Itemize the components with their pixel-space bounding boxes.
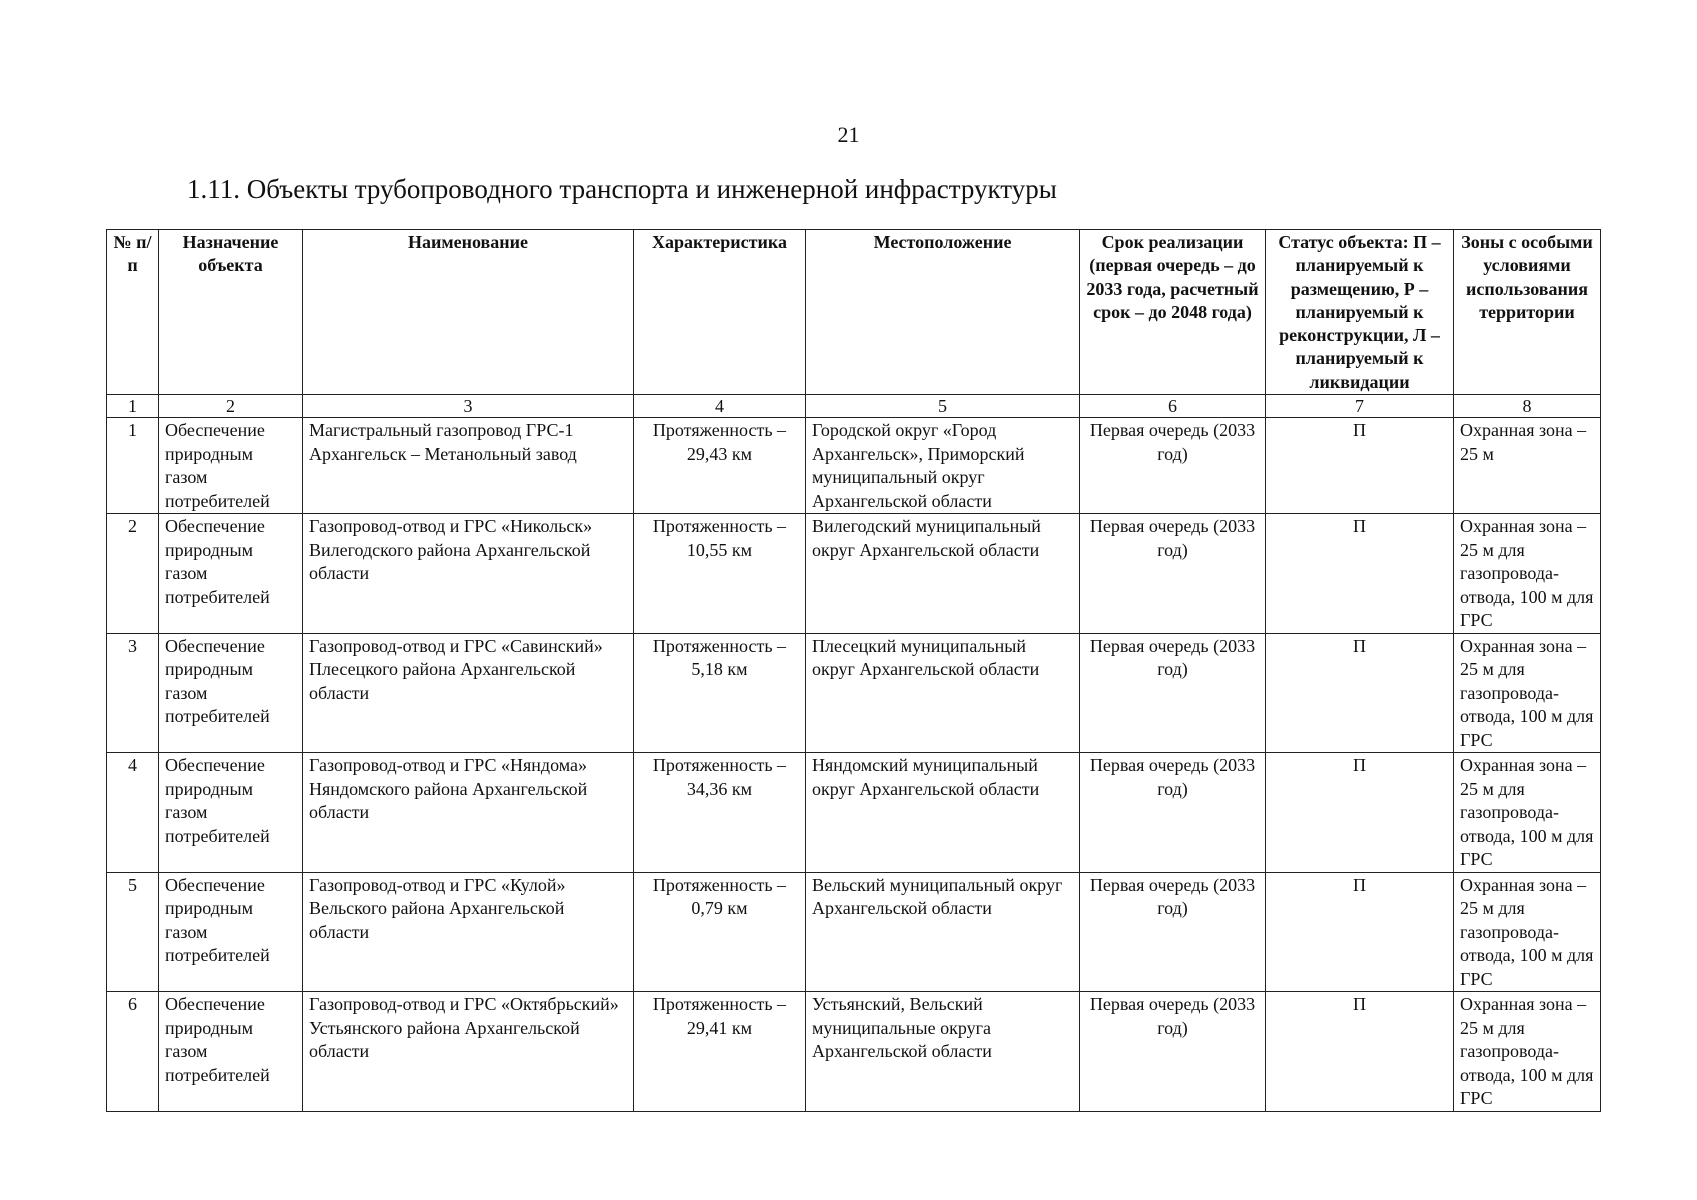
- row-number: 5: [107, 872, 159, 992]
- object-name: Газопровод-отвод и ГРС «Савинский» Плесецкого района Архангельской области: [303, 633, 634, 753]
- header-characteristic: Характеристика: [634, 230, 806, 395]
- header-purpose: Назначение объекта: [159, 230, 303, 395]
- object-status: П: [1266, 753, 1454, 873]
- header-number: № п/п: [107, 230, 159, 395]
- row-number: 2: [107, 514, 159, 634]
- object-zone: Охранная зона – 25 м: [1454, 418, 1601, 514]
- column-number: 1: [107, 395, 159, 418]
- object-status: П: [1266, 992, 1454, 1112]
- header-zones: Зоны с особыми условиями использования территории: [1454, 230, 1601, 395]
- object-status: П: [1266, 418, 1454, 514]
- table-row: [107, 633, 1601, 753]
- row-number: 4: [107, 753, 159, 873]
- table-row: [107, 992, 1601, 1112]
- object-characteristic: Протяженность – 5,18 км: [634, 633, 806, 753]
- table-row: [107, 418, 1601, 514]
- object-purpose: Обеспечение природным газом потребителей: [159, 514, 303, 634]
- object-location: Вельский муниципальный округ Архангельской области: [806, 872, 1080, 992]
- object-location: Плесецкий муниципальный округ Архангельской области: [806, 633, 1080, 753]
- object-name: Газопровод-отвод и ГРС «Кулой» Вельского района Архангельской области: [303, 872, 634, 992]
- column-number: 3: [303, 395, 634, 418]
- column-number: 2: [159, 395, 303, 418]
- object-characteristic: Протяженность – 29,41 км: [634, 992, 806, 1112]
- object-term: Первая очередь (2033 год): [1080, 753, 1266, 873]
- object-purpose: Обеспечение природным газом потребителей: [159, 872, 303, 992]
- object-zone: Охранная зона – 25 м для газопровода-отвода, 100 м для ГРС: [1454, 514, 1601, 634]
- column-number: 5: [806, 395, 1080, 418]
- header-status: Статус объекта: П – планируемый к размещению, Р – планируемый к реконструкции, Л – планируемый к ликвидации: [1266, 230, 1454, 395]
- object-name: Магистральный газопровод ГРС-1 Архангельск – Метанольный завод: [303, 418, 634, 514]
- infrastructure-objects-table: [106, 229, 1601, 1112]
- object-purpose: Обеспечение природным газом потребителей: [159, 992, 303, 1112]
- row-number: 3: [107, 633, 159, 753]
- page-number: 21: [837, 122, 860, 147]
- object-term: Первая очередь (2033 год): [1080, 872, 1266, 992]
- header-name: Наименование: [303, 230, 634, 395]
- object-purpose: Обеспечение природным газом потребителей: [159, 633, 303, 753]
- section-title: 1.11. Объекты трубопроводного транспорта и инженерной инфраструктуры: [187, 174, 1057, 204]
- header-term: Срок реализации (первая очередь – до 2033 года, расчетный срок – до 2048 года): [1080, 230, 1266, 395]
- object-name: Газопровод-отвод и ГРС «Няндома» Няндомского района Архангельской области: [303, 753, 634, 873]
- row-number: 1: [107, 418, 159, 514]
- object-characteristic: Протяженность – 10,55 км: [634, 514, 806, 634]
- object-term: Первая очередь (2033 год): [1080, 514, 1266, 634]
- object-purpose: Обеспечение природным газом потребителей: [159, 753, 303, 873]
- object-location: Вилегодский муниципальный округ Архангельской области: [806, 514, 1080, 634]
- object-location: Няндомский муниципальный округ Архангельской области: [806, 753, 1080, 873]
- table-row: [107, 872, 1601, 992]
- object-characteristic: Протяженность – 34,36 км: [634, 753, 806, 873]
- object-name: Газопровод-отвод и ГРС «Октябрьский» Устьянского района Архангельской области: [303, 992, 634, 1112]
- object-term: Первая очередь (2033 год): [1080, 418, 1266, 514]
- column-number: 7: [1266, 395, 1454, 418]
- column-number: 8: [1454, 395, 1601, 418]
- column-number: 6: [1080, 395, 1266, 418]
- table-header-row: [107, 230, 1601, 395]
- object-purpose: Обеспечение природным газом потребителей: [159, 418, 303, 514]
- object-status: П: [1266, 514, 1454, 634]
- object-term: Первая очередь (2033 год): [1080, 633, 1266, 753]
- object-characteristic: Протяженность – 0,79 км: [634, 872, 806, 992]
- table-row: [107, 753, 1601, 873]
- object-characteristic: Протяженность – 29,43 км: [634, 418, 806, 514]
- object-zone: Охранная зона – 25 м для газопровода-отвода, 100 м для ГРС: [1454, 992, 1601, 1112]
- object-status: П: [1266, 633, 1454, 753]
- object-location: Городской округ «Город Архангельск», Приморский муниципальный округ Архангельской области: [806, 418, 1080, 514]
- object-zone: Охранная зона – 25 м для газопровода-отвода, 100 м для ГРС: [1454, 753, 1601, 873]
- object-status: П: [1266, 872, 1454, 992]
- column-number: 4: [634, 395, 806, 418]
- object-term: Первая очередь (2033 год): [1080, 992, 1266, 1112]
- row-number: 6: [107, 992, 159, 1112]
- column-number-row: [107, 395, 1601, 418]
- table-row: [107, 514, 1601, 634]
- object-zone: Охранная зона – 25 м для газопровода-отвода, 100 м для ГРС: [1454, 633, 1601, 753]
- header-location: Местоположение: [806, 230, 1080, 395]
- object-location: Устьянский, Вельский муниципальные округа Архангельской области: [806, 992, 1080, 1112]
- object-name: Газопровод-отвод и ГРС «Никольск» Вилегодского района Архангельской области: [303, 514, 634, 634]
- object-zone: Охранная зона – 25 м для газопровода-отвода, 100 м для ГРС: [1454, 872, 1601, 992]
